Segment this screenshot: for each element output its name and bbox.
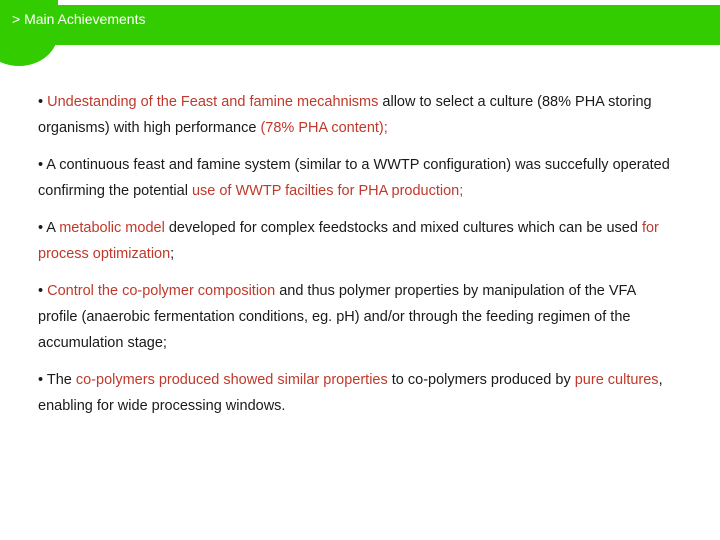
highlighted-text: Undestanding of the Feast and famine mecahnisms <box>47 94 379 110</box>
highlighted-text: for process optimization <box>38 220 659 262</box>
body-text: and thus polymer properties by manipulation of the VFA profile (anaerobic fermentation conditions, eg. pH) and/or through the feeding regimen of the accumulation stage; <box>38 283 636 351</box>
body-text: • <box>38 94 48 110</box>
achievements-list <box>38 89 678 430</box>
slide-title: > Main Achievements <box>12 11 146 27</box>
highlighted-text: metabolic model <box>59 220 165 236</box>
header-accent-shape <box>0 0 58 66</box>
achievement-item <box>38 152 678 204</box>
body-text: , enabling for wide processing windows. <box>38 372 663 414</box>
achievement-item <box>38 367 678 419</box>
highlighted-text: pure cultures <box>574 372 659 388</box>
body-text: • The <box>38 372 76 388</box>
body-text: ; <box>170 246 175 262</box>
body-text: • A <box>38 220 60 236</box>
highlighted-text: (78% PHA content); <box>260 120 388 136</box>
body-text: allow to select a culture (88% PHA storing organisms) with high performance <box>38 94 652 136</box>
body-text: • A continuous feast and famine system (similar to a WWTP configuration) was succefully operated confirming the potential <box>38 157 670 199</box>
achievement-item <box>38 89 678 141</box>
highlighted-text: co-polymers produced showed similar properties <box>75 372 388 388</box>
body-text: developed for complex feedstocks and mixed cultures which can be used <box>164 220 642 236</box>
body-text: • <box>38 283 48 299</box>
achievement-item <box>38 215 678 267</box>
highlighted-text: Control the co-polymer composition <box>47 283 276 299</box>
body-text: to co-polymers produced by <box>387 372 575 388</box>
highlighted-text: use of WWTP facilties for PHA production; <box>191 183 464 199</box>
achievement-item <box>38 278 678 356</box>
